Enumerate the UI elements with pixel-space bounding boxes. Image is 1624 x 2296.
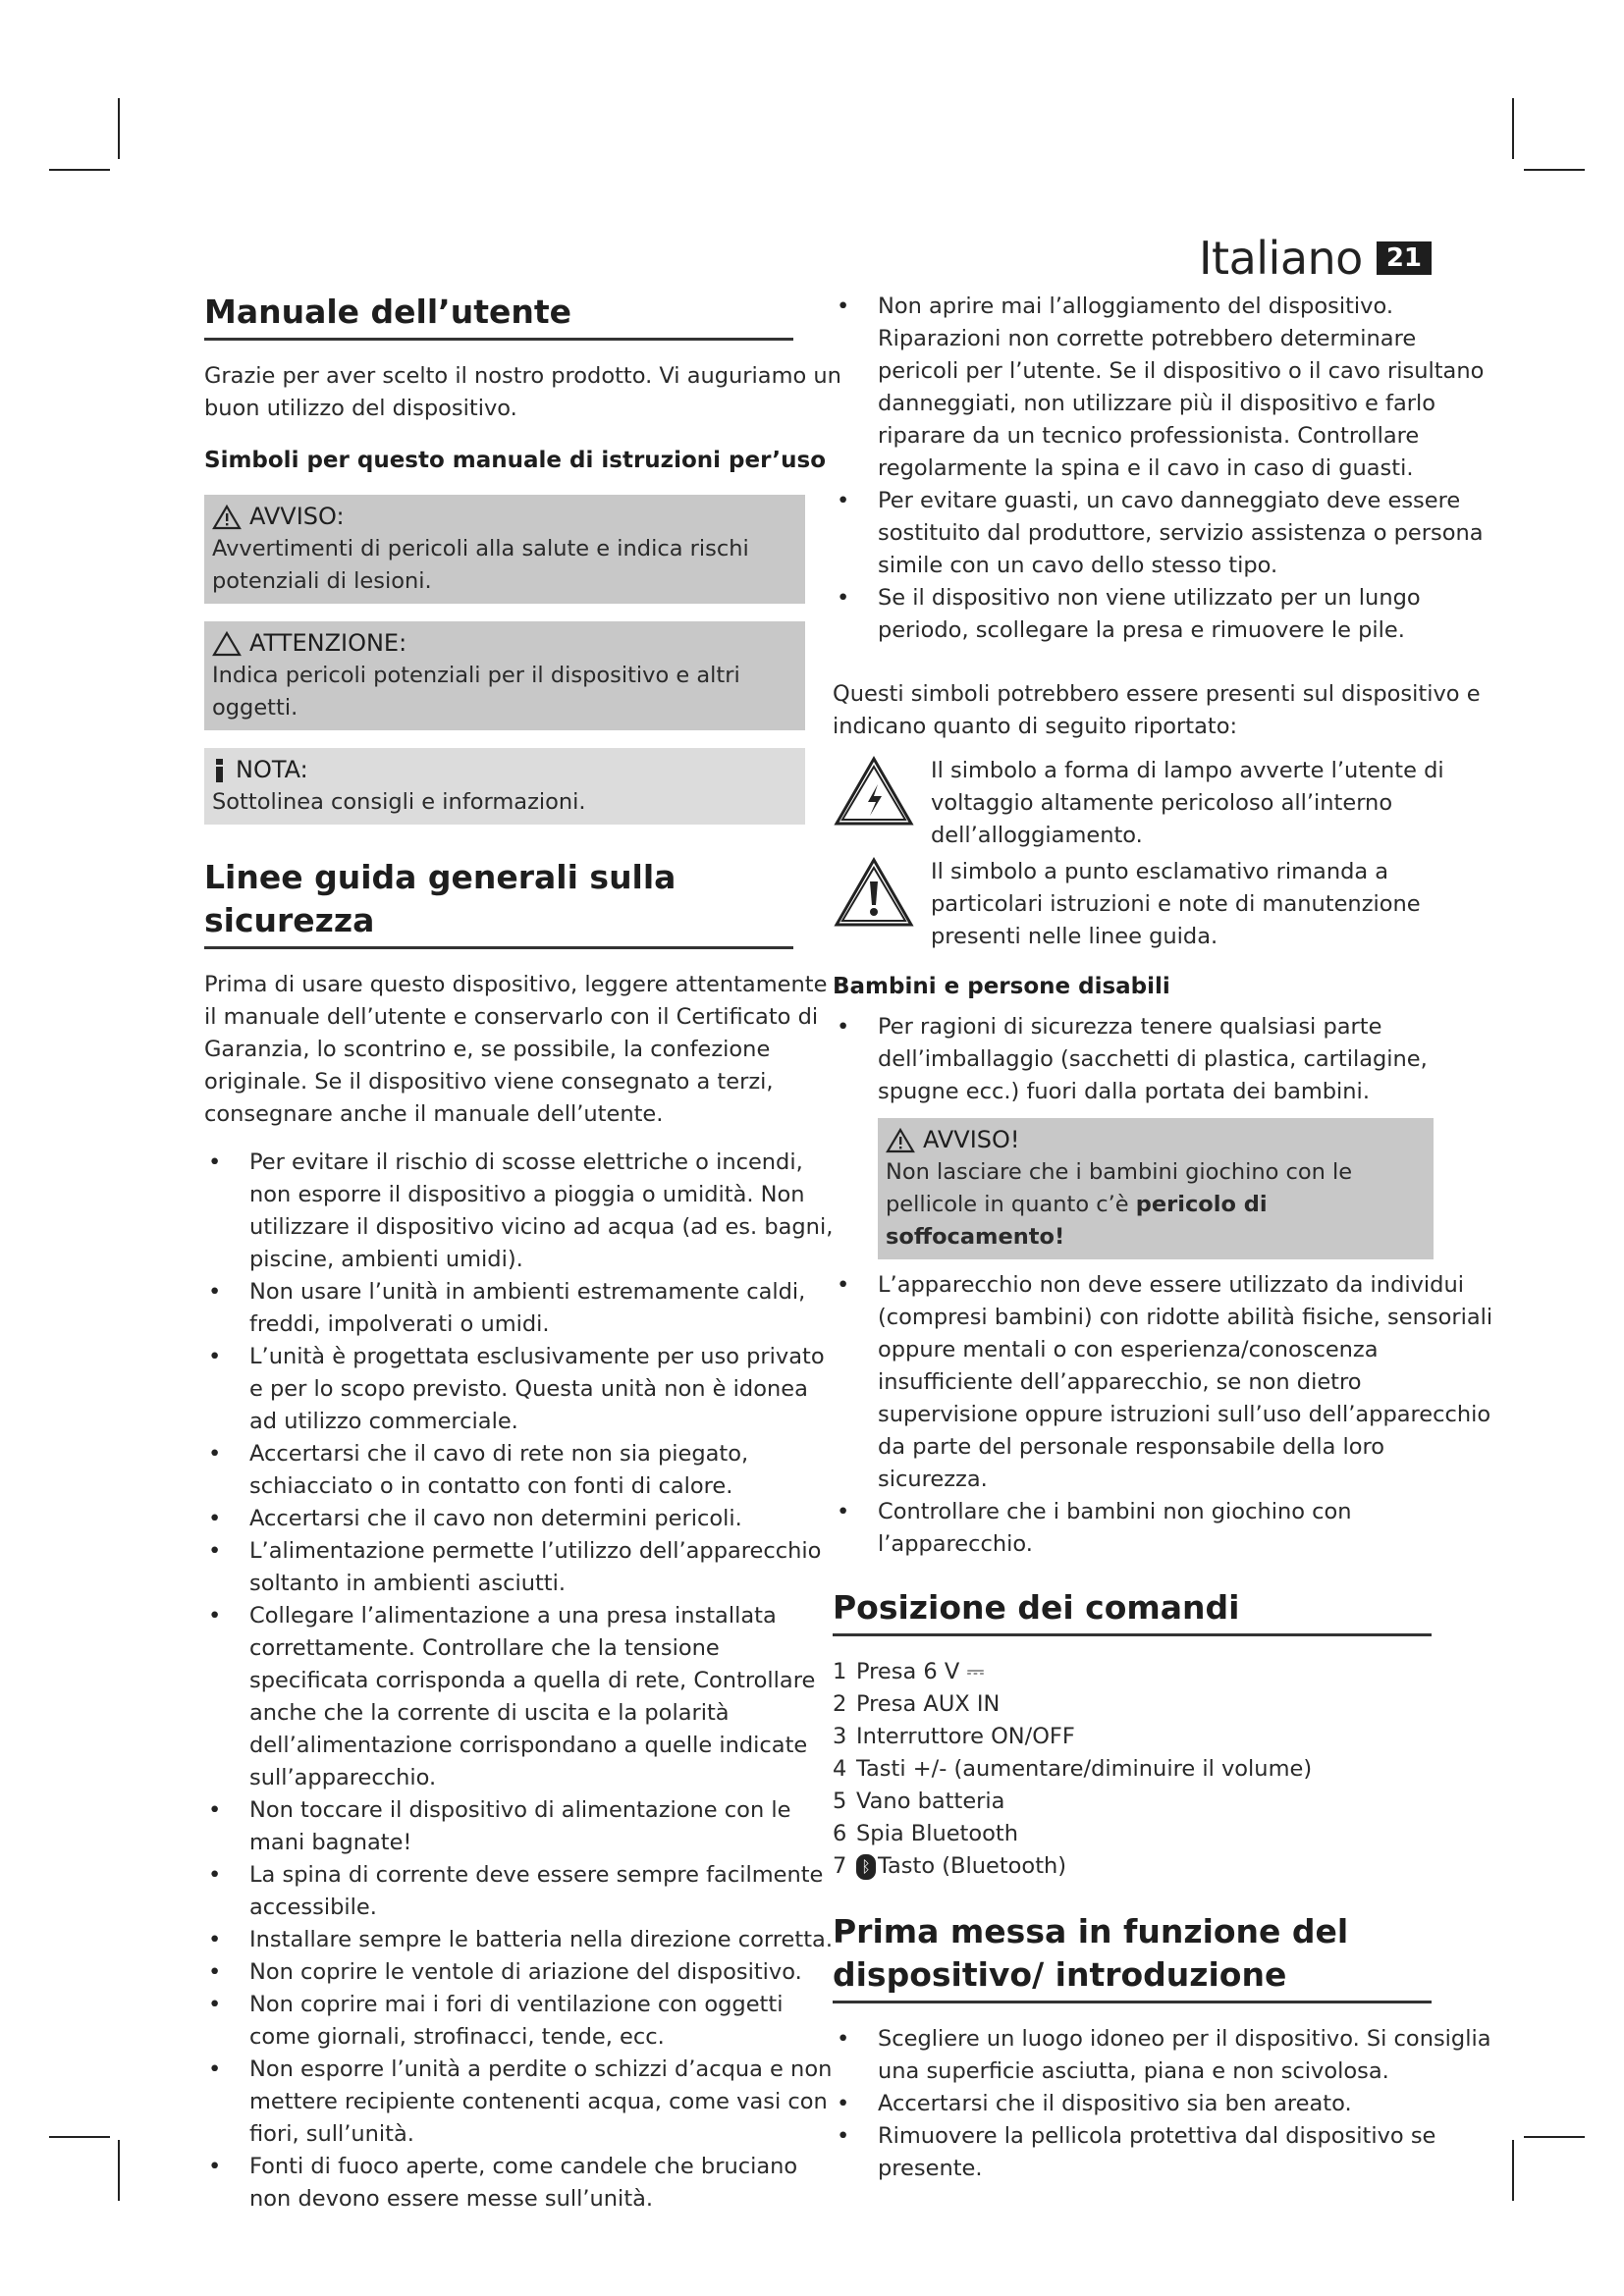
language-label: Italiano bbox=[1198, 232, 1363, 285]
list-item: • Rimuovere la pellicola protettiva dal dispositivo se presente. bbox=[833, 2120, 1500, 2185]
lightning-warning-icon bbox=[833, 755, 915, 829]
safety-title: Linee guida generali sulla sicurezza bbox=[204, 856, 793, 949]
bluetooth-icon: ᛒ bbox=[856, 1854, 876, 1880]
crop-mark bbox=[1524, 169, 1585, 171]
safety-intro: Prima di usare questo dispositivo, leggere attentamente il manuale dell’utente e conservarlo con il Certificato di Garanzia, lo scontrino e, se possibile, la confezione originale. Se il dispositivo viene consegnato a terzi, consegnare anche il manuale dell’utente. bbox=[204, 972, 828, 1127]
list-item: 4 Tasti +/- (aumentare/diminuire il volume) bbox=[833, 1756, 1313, 1782]
dc-symbol-icon: ⎓ bbox=[966, 1659, 985, 1684]
crop-mark bbox=[49, 2136, 110, 2138]
children-list-2 bbox=[833, 1269, 1500, 1561]
list-item: • Non esporre l’unità a perdite o schizzi d’acqua e non mettere recipiente contenenti acqua, come vasi con fiori, sull’unità. bbox=[204, 2054, 842, 2151]
children-warning bbox=[878, 1118, 1434, 1259]
list-item: 1 Presa 6 V ⎓ bbox=[833, 1659, 985, 1684]
crop-mark bbox=[49, 169, 110, 171]
lightning-symbol-row bbox=[833, 755, 1500, 852]
list-item: • Per ragioni di sicurezza tenere qualsiasi parte dell’imballaggio (sacchetti di plastica, cartilagine, spugne ecc.) fuori dalla portata dei bambini. bbox=[833, 1011, 1500, 1108]
crop-mark bbox=[1512, 2140, 1514, 2201]
list-item: • Se il dispositivo non viene utilizzato per un lungo periodo, scollegare la presa e rimuovere le pile. bbox=[833, 582, 1500, 647]
list-item: • Non usare l’unità in ambienti estremamente caldi, freddi, impolverati o umidi. bbox=[204, 1276, 842, 1341]
right-column bbox=[833, 291, 1500, 2195]
list-item: • Non coprire le ventole di ariazione del dispositivo. bbox=[204, 1956, 842, 1989]
list-item: • Per evitare guasti, un cavo danneggiato deve essere sostituito dal produttore, servizio assistenza o persona simile con un cavo dello stesso tipo. bbox=[833, 485, 1500, 582]
list-item: • Accertarsi che il cavo non determini pericoli. bbox=[204, 1503, 842, 1535]
list-item: • L’unità è progettata esclusivamente per uso privato e per lo scopo previsto. Questa unità non è idonea ad utilizzo commerciale. bbox=[204, 1341, 842, 1438]
controls-title: Posizione dei comandi bbox=[833, 1586, 1432, 1636]
list-item: 5 Vano batteria bbox=[833, 1789, 1005, 1814]
list-item: • Non coprire mai i fori di ventilazione con oggetti come giornali, strofinacci, tende, ecc. bbox=[204, 1989, 842, 2054]
list-item: 7 ᛒ Tasto (Bluetooth) bbox=[833, 1853, 1067, 1879]
warning-triangle-icon bbox=[886, 1128, 915, 1153]
list-item: • Fonti di fuoco aperte, come candele che bruciano non devono essere messe sull’unità. bbox=[204, 2151, 842, 2216]
list-item: • Collegare l’alimentazione a una presa installata correttamente. Controllare che la tensione specificata corrisponda a quella di rete, Controllare anche che la corrente di uscita e la polarità dell’alimentazione corrispondano a quelle indicate sull’apparecchio. bbox=[204, 1600, 842, 1794]
suffocation-warning: pericolo di soffocamento! bbox=[886, 1192, 1268, 1250]
children-warning-title: AVVISO! bbox=[923, 1126, 1020, 1153]
controls-list bbox=[833, 1656, 1500, 1883]
note-title: NOTA: bbox=[236, 756, 308, 783]
list-item: 2 Presa AUX IN bbox=[833, 1691, 1001, 1717]
warning-notice bbox=[204, 495, 805, 604]
lightning-text: Il simbolo a forma di lampo avverte l’utente di voltaggio altamente pericoloso all’interno dell’alloggiamento. bbox=[931, 758, 1444, 848]
manual-intro: Grazie per aver scelto il nostro prodotto. Vi auguriamo un buon utilizzo del dispositivo. bbox=[204, 363, 841, 421]
caution-triangle-icon bbox=[212, 631, 242, 657]
info-icon bbox=[212, 757, 228, 784]
manual-title: Manuale dell’utente bbox=[204, 291, 793, 341]
crop-mark bbox=[1524, 2136, 1585, 2138]
list-item: • Per evitare il rischio di scosse elettriche o incendi, non esporre il dispositivo a pioggia o umidità. Non utilizzare il dispositivo vicino ad acqua (ad es. bagni, piscine, ambienti umidi). bbox=[204, 1147, 842, 1276]
list-item: 3 Interruttore ON/OFF bbox=[833, 1724, 1075, 1749]
safety-list-continued bbox=[833, 291, 1500, 647]
list-item: • Non aprire mai l’alloggiamento del dispositivo. Riparazioni non corrette potrebbero determinare pericoli per l’utente. Se il dispositivo o il cavo risultano danneggiati, non utilizzare più il dispositivo e farlo riparare da un tecnico professionista. Controllare regolarmente la spina e il cavo in caso di guasti. bbox=[833, 291, 1500, 485]
list-item: • Accertarsi che il cavo di rete non sia piegato, schiacciato o in contatto con fonti di calore. bbox=[204, 1438, 842, 1503]
note-text: Sottolinea consigli e informazioni. bbox=[212, 789, 586, 815]
exclamation-warning-icon bbox=[833, 856, 915, 931]
list-item: • La spina di corrente deve essere sempre facilmente accessibile. bbox=[204, 1859, 842, 1924]
children-warning-text: Non lasciare che i bambini giochino con le pellicole in quanto c’è pericolo di soffocamento! bbox=[886, 1159, 1353, 1250]
exclamation-symbol-row bbox=[833, 856, 1500, 953]
list-item: 6 Spia Bluetooth bbox=[833, 1821, 1018, 1846]
page-header bbox=[1199, 232, 1432, 285]
warning-text: Avvertimenti di pericoli alla salute e indica rischi potenziali di lesioni. bbox=[212, 536, 749, 594]
list-item: • Non toccare il dispositivo di alimentazione con le mani bagnate! bbox=[204, 1794, 842, 1859]
exclamation-text: Il simbolo a punto esclamativo rimanda a particolari istruzioni e note di manutenzione presenti nelle linee guida. bbox=[931, 859, 1421, 949]
list-item: • Installare sempre le batteria nella direzione corretta. bbox=[204, 1924, 842, 1956]
left-column bbox=[204, 291, 842, 2225]
children-list bbox=[833, 1011, 1500, 1108]
caution-title: ATTENZIONE: bbox=[249, 629, 407, 657]
note-notice bbox=[204, 748, 805, 825]
list-item: • Controllare che i bambini non giochino con l’apparecchio. bbox=[833, 1496, 1500, 1561]
crop-mark bbox=[118, 98, 120, 159]
symbols-heading: Simboli per questo manuale di istruzioni per’uso bbox=[204, 448, 826, 473]
list-item: • Scegliere un luogo idoneo per il dispositivo. Si consiglia una superficie asciutta, piana e non scivolosa. bbox=[833, 2023, 1500, 2088]
warning-triangle-icon bbox=[212, 505, 242, 530]
list-item: • L’alimentazione permette l’utilizzo dell’apparecchio soltanto in ambienti asciutti. bbox=[204, 1535, 842, 1600]
symbols-intro: Questi simboli potrebbero essere presenti sul dispositivo e indicano quanto di seguito riportato: bbox=[833, 681, 1481, 739]
first-use-list bbox=[833, 2023, 1500, 2185]
list-item: • L’apparecchio non deve essere utilizzato da individui (compresi bambini) con ridotte abilità fisiche, sensoriali oppure mentali o con esperienza/conoscenza insufficiente dell’apparecchio, se non dietro supervisione oppure istruzioni sull’uso dell’apparecchio da parte del personale responsabile della loro sicurezza. bbox=[833, 1269, 1500, 1496]
list-item: • Accertarsi che il dispositivo sia ben areato. bbox=[833, 2088, 1500, 2120]
crop-mark bbox=[1512, 98, 1514, 159]
crop-mark bbox=[118, 2140, 120, 2201]
warning-title: AVVISO: bbox=[249, 503, 345, 530]
caution-notice bbox=[204, 621, 805, 730]
first-use-title: Prima messa in funzione del dispositivo/ introduzione bbox=[833, 1910, 1432, 2003]
caution-text: Indica pericoli potenziali per il dispositivo e altri oggetti. bbox=[212, 663, 740, 721]
safety-list bbox=[204, 1147, 842, 2216]
page-number: 21 bbox=[1377, 241, 1432, 275]
children-heading: Bambini e persone disabili bbox=[833, 974, 1170, 999]
